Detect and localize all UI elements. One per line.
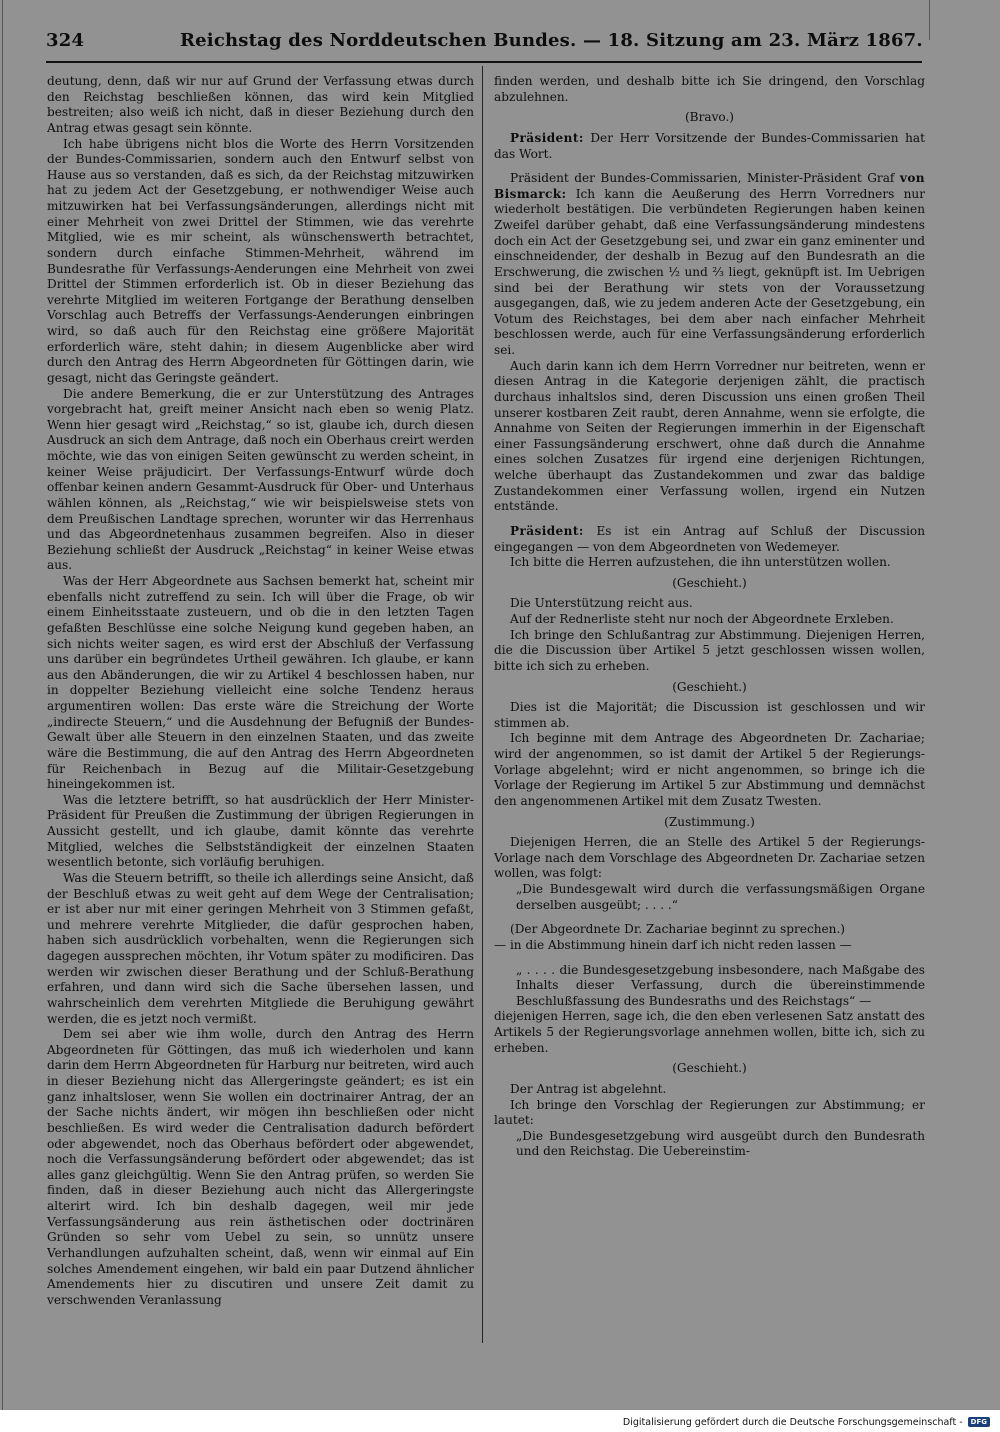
- paragraph: Ich bringe den Vorschlag der Regierungen zur Abstimmung; er lautet:: [494, 1097, 925, 1128]
- quotation: „Die Bundesgewalt wird durch die verfassungsmäßigen Organe derselben ausgeübt; . . . .“: [516, 882, 925, 912]
- paragraph: — in die Abstimmung hinein darf ich nicht reden lassen —: [494, 937, 852, 952]
- speaker-bismarck: von Bismarck:: [494, 171, 925, 201]
- column-divider: [482, 66, 483, 1343]
- speech-bismarck: [494, 171, 925, 359]
- dfg-logo: DFG: [968, 1417, 990, 1427]
- paragraph: Dem sei aber wie ihm wolle, durch den Antrag des Herrn Abgeordneten für Göttingen, das muß ich wiederholen und kann darin dem Herrn Abgeordneten für Harburg nur beitreten, wird auch in dieser Beziehung nicht das Allergeringste geändert; es ist ein ganz inhaltsloser, wenn Sie wollen ein doctrinairer Antrag, der an der Sache nichts ändert, wir mögen ihn beschließen oder nicht beschließen. Es wird weder die Centralisation dadurch befördert oder abgewendet, noch das Oberhaus befördert oder abgewendet, noch die Verfassungsänderung befördert oder abgewendet; das ist alles ganz gleichgültig. Wenn Sie den Antrag prüfen, so werden Sie finden, daß in dieser Beziehung auch nicht das Allergeringste alterirt wird. Ich bin deshalb dagegen, weil mir jede Verfassungsänderung aus rein ästhetischen oder doctrinären Gründen so sehr vom Uebel zu sein, so unnütz unsere Verhandlungen aufzuhalten scheint, daß, wenn wir einmal auf Ein solches Amendement eingehen, wir bald ein paar Dutzend ähnlicher Amendements hier zu discutiren und unsere Zeit damit zu verschwenden Veranlassung: [47, 1027, 474, 1307]
- paragraph: Diejenigen Herren, die an Stelle des Artikel 5 der Regierungs-Vorlage nach dem Vorschlage des Abgeordneten Dr. Zachariae setzen wollen, was folgt:: [494, 835, 925, 881]
- paragraph: Was die letztere betrifft, so hat ausdrücklich der Herr Minister-Präsident für Preußen die Zustimmung der übrigen Regierungen in Aussicht gestellt, und ich glaube, damit könnte das verehrte Mitglied, welches die Selbstständigkeit der einzelnen Staaten wesentlich betonte, sich vorläufig beruhigen.: [47, 792, 474, 870]
- quotation: „Die Bundesgesetzgebung wird ausgeübt durch den Bundesrath und den Reichstag. Die Uebereinstim-: [516, 1128, 925, 1159]
- paragraph: deutung, denn, daß wir nur auf Grund der Verfassung etwas durch den Reichstag beschließen können, das wird kein Mitglied bestreiten; also weiß ich nicht, daß in dieser Beziehung durch den Antrag etwas gesagt sein könnte.: [47, 74, 474, 135]
- speech-text: Ich kann die Aeußerung des Herrn Vorredners nur wiederholt bestätigen. Die verbündeten Regierungen haben keinen Zweifel darüber gehabt, daß eine Verfassungsänderung mindestens doch ein Act der Gesetzgebung sei, und zwar ein ganz eminenter und einschneidender, der deshalb in Bezug auf den Bundesrath an die Erschwerung, die zwischen ½ und ⅔ liegt, geknüpft ist. Im Uebrigen sind bei der Berathung wir stets von der Voraussetzung ausgegangen, daß, wie zu jedem anderen Acte der Gesetzgebung, ein Votum des Reichstages, bei dem aber nach einfacher Mehrheit beschlossen werde, auch für eine Verfassungsänderung erforderlich sei.: [494, 186, 925, 357]
- paragraph: Ich habe übrigens nicht blos die Worte des Herrn Vorsitzenden der Bundes-Commissarien, sondern auch den Entwurf selbst von Hause aus so verstanden, daß es sich, da der Reichstag mitzuwirken hat zu jedem Act der Gesetzgebung, er nothwendiger Weise auch mitzuwirken hat bei Verfassungsänderungen, allerdings nicht mit einer Mehrheit von zwei Drittel der Stimmen, wie das verehrte Mitglied, wie es mir scheint, als wünschenswerth betrachtet, sondern durch einfache Stimmen-Mehrheit, während im Bundesrathe für Verfassungs-Aenderungen eine Mehrheit von zwei Drittel der Stimmen erforderlich ist. Ob in dieser Beziehung das verehrte Mitglied im weiteren Fortgange der Berathung denselben Vorschlag auch Betreffs der Verfassungs-Aenderungen einbringen wird, so daß auch für den Reichstag eine größere Majorität erforderlich wäre, steht dahin; in diesem Augenblicke aber wird durch den Antrag des Herrn Abgeordneten für Göttingen darin, wie gesagt, nicht das Geringste geändert.: [47, 136, 474, 385]
- speaker-president: Präsident:: [510, 523, 584, 538]
- page-number: 324: [46, 30, 85, 51]
- digitization-footer: [623, 1414, 990, 1430]
- paragraph: (Der Abgeordnete Dr. Zachariae beginnt zu sprechen.): [510, 922, 846, 937]
- speech-president: [494, 524, 925, 555]
- interjection-bravo: (Bravo.): [684, 110, 735, 125]
- paragraph: Ich bitte die Herren aufzustehen, die ihn unterstützen wollen.: [510, 555, 891, 570]
- header-rule: [46, 61, 922, 63]
- interjection: (Zustimmung.): [664, 814, 755, 829]
- right-column: [494, 74, 925, 1344]
- paragraph: Ich bringe den Schlußantrag zur Abstimmung. Diejenigen Herren, die die Discussion über Artikel 5 jetzt geschlossen wissen wollen, bitte ich sich zu erheben.: [494, 627, 925, 673]
- interjection: (Geschieht.): [672, 575, 747, 590]
- speech-president: [494, 131, 925, 162]
- interjection: (Geschieht.): [672, 1061, 747, 1076]
- paragraph: Auf der Rednerliste steht nur noch der Abgeordnete Erxleben.: [510, 612, 894, 626]
- speaker-intro: Präsident der Bundes-Commissarien, Minister-Präsident Graf: [510, 171, 895, 186]
- footer-text: Digitalisierung gefördert durch die Deutsche Forschungsgemeinschaft -: [622, 1416, 963, 1428]
- paragraph: diejenigen Herren, sage ich, die den eben verlesenen Satz anstatt des Artikels 5 der Regierungsvorlage annehmen wollen, bitte ich, sich zu erheben.: [494, 1009, 925, 1055]
- speech-text: Der Herr Vorsitzende der Bundes-Commissarien hat das Wort.: [494, 130, 925, 161]
- left-column: [47, 74, 474, 1344]
- speaker-president: Präsident:: [510, 130, 584, 145]
- paragraph: Auch darin kann ich dem Herrn Vorredner nur beitreten, wenn er diesen Antrag in die Kategorie derjenigen zählt, die practisch durchaus inhaltslos sind, deren Discussion uns einen großen Theil unserer kostbaren Zeit raubt, deren Annahme, wenn sie erfolgte, die Annahme von Seiten der Regierungen immerhin in der Eigenschaft einer Fassungsänderung erschwert, ohne daß durch die Annahme eines solchen Zusatzes für irgend eine derjenigen Richtungen, welche überhaupt das Zustandekommen und zwar das baldige Zustandekommen einer Verfassung wollen, irgend ein Nutzen entstände.: [494, 358, 925, 514]
- paragraph: Die Unterstützung reicht aus.: [510, 596, 693, 611]
- paragraph: Der Antrag ist abgelehnt.: [510, 1081, 667, 1096]
- paragraph: Die andere Bemerkung, die er zur Unterstützung des Antrages vorgebracht hat, greift meiner Ansicht nach eben so wenig Platz. Wenn hier gesagt wird „Reichstag,“ so ist, glaube ich, durch diesen Ausdruck an sich dem Antrage, daß noch ein Oberhaus creirt werden möchte, wie das von einigen Seiten gewünscht zu werden scheint, in keiner Weise präjudicirt. Der Verfassungs-Entwurf würde doch offenbar keinen andern Gesammt-Ausdruck für Ober- und Unterhaus wählen können, als „Reichstag,“ wie wir beispielsweise stets von dem Preußischen Landtage sprechen, worunter wir das Herrenhaus und das Abgeordnetenhaus zusammen begreifen. Also in dieser Beziehung schließt der Ausdruck „Reichstag“ in keiner Weise etwas aus.: [47, 386, 474, 573]
- running-title: Reichstag des Norddeutschen Bundes. — 18. Sitzung am 23. März 1867.: [180, 30, 923, 51]
- scan-edge-left: [2, 0, 3, 1410]
- speech-text: Es ist ein Antrag auf Schluß der Discussion eingegangen — von dem Abgeordneten von Wedemeyer.: [494, 523, 925, 554]
- paragraph: Was die Steuern betrifft, so theile ich allerdings seine Ansicht, daß der Beschluß etwas zu weit geht auf dem Wege der Centralisation; er ist aber nur mit einer geringen Mehrheit von 3 Stimmen gefaßt, und mehrere verehrte Mitglieder, die dafür gesprochen haben, haben sich ausdrücklich vorbehalten, wenn die Regierungen sich dagegen aussprechen möchten, ihr Votum später zu modificiren. Das werden wir zwischen dieser Berathung und der Schluß-Berathung erfahren, und dann wird sich die Sache übersehen lassen, und wahrscheinlich dem verehrten Mitgliede die Beruhigung gewährt werden, die es jetzt noch vermißt.: [47, 870, 474, 1026]
- page-header: [46, 30, 946, 56]
- paragraph: Ich beginne mit dem Antrage des Abgeordneten Dr. Zachariae; wird der angenommen, so ist damit der Artikel 5 der Regierungs-Vorlage abgelehnt; wird er nicht angenommen, so bringe ich die Vorlage der Regierung im Artikel 5 zur Abstimmung und demnächst den angenommenen Artikel mit dem Zusatz Twesten.: [494, 731, 925, 808]
- paragraph: Was der Herr Abgeordnete aus Sachsen bemerkt hat, scheint mir ebenfalls nicht zutreffend zu sein. Ich will über die Frage, ob wir einem Einheitsstaate zusteuern, und ob die in den letzten Tagen gefaßten Beschlüsse eine solche Neigung kund gegeben haben, an sich nichts weiter sagen, es wird erst der Abschluß der Verfassung uns darüber ein begründetes Urtheil gewähren. Ich glaube, er kann aus den Abänderungen, die wir zu Artikel 4 beschlossen haben, nur in doppelter Beziehung vielleicht eine solche Tendenz heraus argumentiren wollen: Das erste wäre die Streichung der Worte „indirecte Steuern,“ und die Ausdehnung der Befugniß der Bundes-Gewalt über alle Steuern in den einzelnen Staaten, und das zweite wäre die Bestimmung, die auf den Antrag des Herrn Abgeordneten für Reichenbach in Bezug auf die Militair-Gesetzgebung hineingekommen ist.: [47, 574, 474, 792]
- paragraph: finden werden, und deshalb bitte ich Sie dringend, den Vorschlag abzulehnen.: [494, 74, 925, 104]
- interjection: (Geschieht.): [672, 679, 747, 694]
- paragraph: Dies ist die Majorität; die Discussion ist geschlossen und wir stimmen ab.: [494, 700, 925, 730]
- quotation: „ . . . . die Bundesgesetzgebung insbesondere, nach Maßgabe des Inhalts dieser Verfassung, durch die übereinstimmende Beschlußfassung des Bundesraths und des Reichstags“ —: [516, 962, 925, 1008]
